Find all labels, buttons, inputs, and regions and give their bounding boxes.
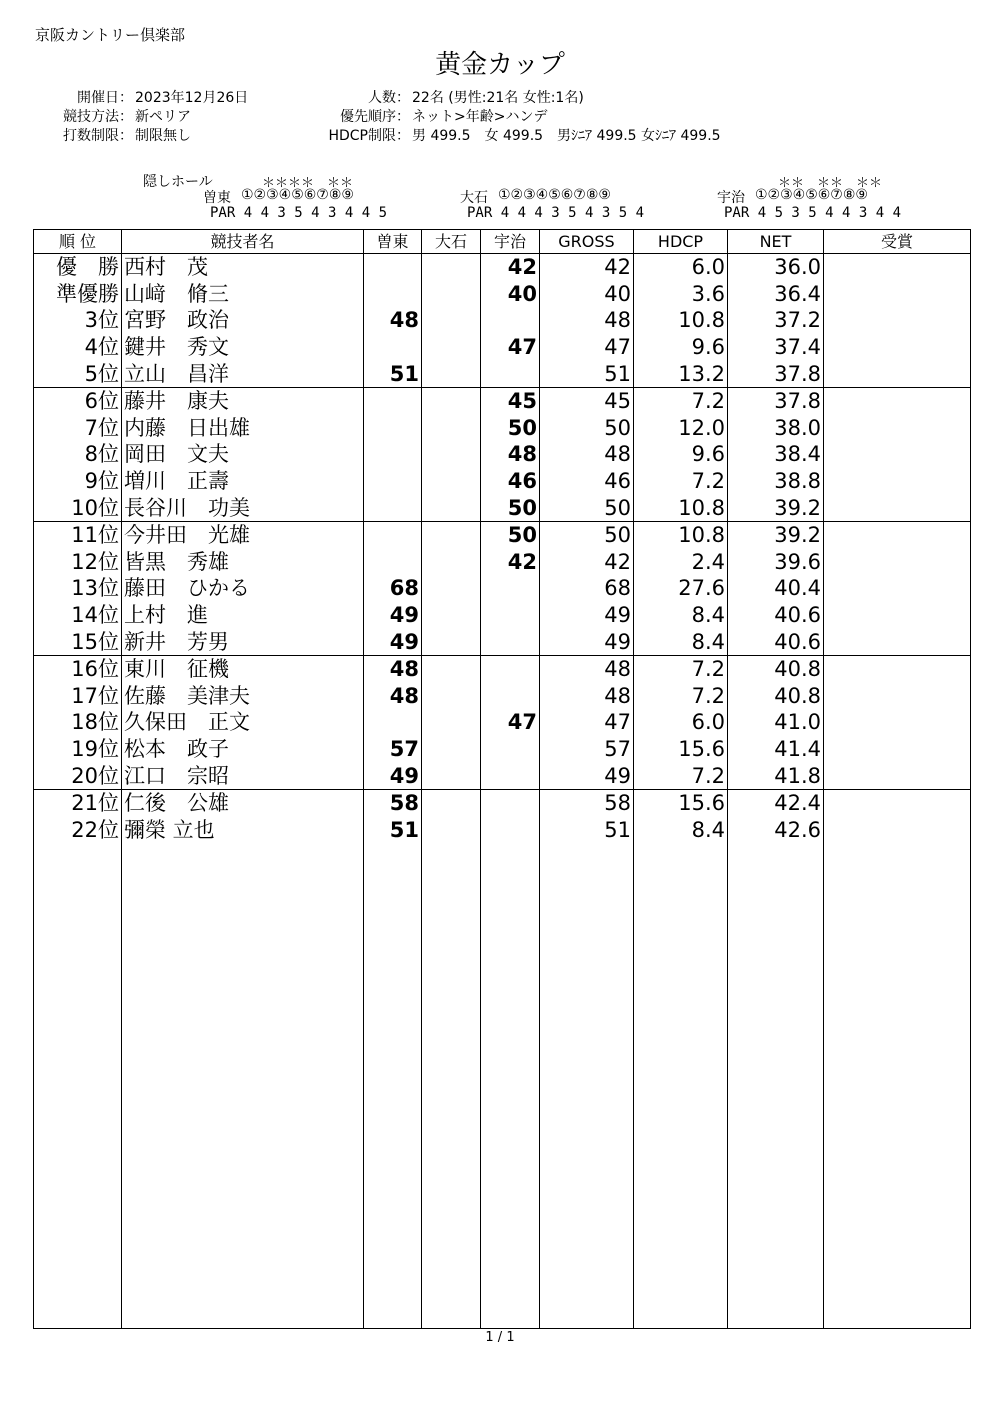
- table-row: [34, 762, 971, 789]
- oishi-score: [422, 549, 481, 576]
- sotou-score: [364, 387, 422, 414]
- sotou-score: 49: [364, 762, 422, 789]
- name-cell: 佐藤 美津夫: [122, 683, 364, 710]
- uji-score: [481, 602, 540, 629]
- award-cell: [824, 736, 971, 763]
- net-cell: 37.2: [728, 307, 824, 334]
- sotou-score: 49: [364, 602, 422, 629]
- sotou-score: [364, 281, 422, 308]
- name-cell: 藤井 康夫: [122, 387, 364, 414]
- award-cell: [824, 254, 971, 281]
- page-number: 1 / 1: [485, 1330, 515, 1345]
- course-sotou-par: PAR 4 4 3 5 4 3 4 4 5: [210, 205, 388, 221]
- rank-cell: 19位: [34, 736, 122, 763]
- name-cell: 松本 政子: [122, 736, 364, 763]
- stroke-limit-label: 打数制限：: [63, 128, 133, 144]
- gross-cell: 49: [540, 762, 634, 789]
- award-cell: [824, 709, 971, 736]
- net-cell: 40.6: [728, 628, 824, 655]
- sotou-score: 48: [364, 655, 422, 682]
- table-row: [34, 549, 971, 576]
- hdcp-label: HDCP制限：: [328, 128, 410, 144]
- oishi-score: [422, 387, 481, 414]
- gross-cell: 45: [540, 387, 634, 414]
- sotou-score: 48: [364, 683, 422, 710]
- hdcp-cell: 8.4: [634, 602, 728, 629]
- priority-label: 優先順序：: [340, 109, 410, 125]
- table-row: [34, 683, 971, 710]
- uji-score: [481, 762, 540, 789]
- rank-cell: 15位: [34, 628, 122, 655]
- col-header-rank: 順 位: [34, 230, 122, 254]
- oishi-score: [422, 334, 481, 361]
- oishi-score: [422, 415, 481, 442]
- table-row: [34, 521, 971, 548]
- sotou-score: 51: [364, 360, 422, 387]
- oishi-score: [422, 789, 481, 816]
- uji-score: [481, 816, 540, 843]
- sotou-score: [364, 494, 422, 521]
- uji-score: [481, 360, 540, 387]
- name-cell: 今井田 光雄: [122, 521, 364, 548]
- col-header-uji: 宇治: [481, 230, 540, 254]
- gross-cell: 50: [540, 521, 634, 548]
- gross-cell: 42: [540, 549, 634, 576]
- uji-score: 42: [481, 549, 540, 576]
- course-sotou-label: 曽東: [203, 190, 231, 206]
- award-cell: [824, 602, 971, 629]
- net-cell: 39.2: [728, 494, 824, 521]
- hdcp-cell: 6.0: [634, 709, 728, 736]
- col-header-oishi: 大石: [422, 230, 481, 254]
- oishi-score: [422, 360, 481, 387]
- table-row: [34, 307, 971, 334]
- name-cell: 久保田 正文: [122, 709, 364, 736]
- award-cell: [824, 816, 971, 843]
- rank-cell: 準優勝: [34, 281, 122, 308]
- award-cell: [824, 575, 971, 602]
- oishi-score: [422, 736, 481, 763]
- gross-cell: 47: [540, 709, 634, 736]
- hdcp-cell: 10.8: [634, 307, 728, 334]
- name-cell: 東川 征機: [122, 655, 364, 682]
- stroke-limit-value: 制限無し: [135, 128, 191, 144]
- rank-cell: 8位: [34, 441, 122, 468]
- hidden-marks-sotou: ＊＊＊＊ ＊＊: [262, 176, 367, 191]
- net-cell: 39.2: [728, 521, 824, 548]
- hdcp-cell: 27.6: [634, 575, 728, 602]
- name-cell: 鍵井 秀文: [122, 334, 364, 361]
- award-cell: [824, 415, 971, 442]
- hdcp-cell: 7.2: [634, 468, 728, 495]
- rank-cell: 20位: [34, 762, 122, 789]
- net-cell: 38.8: [728, 468, 824, 495]
- hdcp-cell: 7.2: [634, 762, 728, 789]
- oishi-score: [422, 441, 481, 468]
- net-cell: 38.0: [728, 415, 824, 442]
- hdcp-cell: 3.6: [634, 281, 728, 308]
- empty-cell: [364, 843, 422, 1328]
- net-cell: 40.6: [728, 602, 824, 629]
- table-row: [34, 468, 971, 495]
- hdcp-cell: 6.0: [634, 254, 728, 281]
- col-header-gross: GROSS: [540, 230, 634, 254]
- uji-score: [481, 683, 540, 710]
- sotou-score: [364, 521, 422, 548]
- hdcp-cell: 9.6: [634, 334, 728, 361]
- oishi-score: [422, 602, 481, 629]
- name-cell: 皆黒 秀雄: [122, 549, 364, 576]
- name-cell: 新井 芳男: [122, 628, 364, 655]
- rank-cell: 7位: [34, 415, 122, 442]
- net-cell: 41.4: [728, 736, 824, 763]
- table-filler-row: [34, 843, 971, 1328]
- table-row: [34, 360, 971, 387]
- gross-cell: 46: [540, 468, 634, 495]
- net-cell: 40.4: [728, 575, 824, 602]
- table-row: [34, 254, 971, 281]
- oishi-score: [422, 307, 481, 334]
- course-uji-holes: ①②③④⑤⑥⑦⑧⑨: [755, 187, 868, 203]
- name-cell: 彌榮 立也: [122, 816, 364, 843]
- oishi-score: [422, 254, 481, 281]
- sotou-score: [364, 334, 422, 361]
- uji-score: [481, 655, 540, 682]
- hdcp-cell: 10.8: [634, 521, 728, 548]
- sotou-score: 51: [364, 816, 422, 843]
- uji-score: 50: [481, 494, 540, 521]
- hdcp-cell: 13.2: [634, 360, 728, 387]
- hdcp-cell: 2.4: [634, 549, 728, 576]
- oishi-score: [422, 494, 481, 521]
- uji-score: 47: [481, 334, 540, 361]
- gross-cell: 50: [540, 415, 634, 442]
- col-header-sotou: 曽東: [364, 230, 422, 254]
- sotou-score: 49: [364, 628, 422, 655]
- method-value: 新ペリア: [135, 109, 191, 125]
- award-cell: [824, 494, 971, 521]
- empty-cell: [728, 843, 824, 1328]
- gross-cell: 48: [540, 307, 634, 334]
- net-cell: 37.8: [728, 387, 824, 414]
- empty-cell: [422, 843, 481, 1328]
- table-row: [34, 575, 971, 602]
- rank-cell: 9位: [34, 468, 122, 495]
- hdcp-cell: 9.6: [634, 441, 728, 468]
- name-cell: 西村 茂: [122, 254, 364, 281]
- rank-cell: 11位: [34, 521, 122, 548]
- club-name: 京阪カントリー倶楽部: [35, 26, 186, 44]
- rank-cell: 12位: [34, 549, 122, 576]
- net-cell: 38.4: [728, 441, 824, 468]
- table-header-row: [34, 230, 971, 254]
- sotou-score: [364, 549, 422, 576]
- award-cell: [824, 549, 971, 576]
- gross-cell: 48: [540, 441, 634, 468]
- sotou-score: [364, 468, 422, 495]
- hdcp-cell: 15.6: [634, 789, 728, 816]
- rank-cell: 21位: [34, 789, 122, 816]
- award-cell: [824, 334, 971, 361]
- gross-cell: 49: [540, 602, 634, 629]
- table-row: [34, 628, 971, 655]
- gross-cell: 40: [540, 281, 634, 308]
- oishi-score: [422, 628, 481, 655]
- rank-cell: 6位: [34, 387, 122, 414]
- award-cell: [824, 281, 971, 308]
- empty-cell: [540, 843, 634, 1328]
- award-cell: [824, 789, 971, 816]
- name-cell: 江口 宗昭: [122, 762, 364, 789]
- course-oishi-holes: ①②③④⑤⑥⑦⑧⑨: [498, 187, 611, 203]
- rank-cell: 4位: [34, 334, 122, 361]
- rank-cell: 16位: [34, 655, 122, 682]
- oishi-score: [422, 655, 481, 682]
- gross-cell: 51: [540, 360, 634, 387]
- page-title: 黄金カップ: [435, 50, 565, 80]
- rank-cell: 17位: [34, 683, 122, 710]
- hdcp-cell: 8.4: [634, 816, 728, 843]
- uji-score: [481, 575, 540, 602]
- empty-cell: [481, 843, 540, 1328]
- name-cell: 仁後 公雄: [122, 789, 364, 816]
- uji-score: 50: [481, 415, 540, 442]
- net-cell: 37.4: [728, 334, 824, 361]
- date-value: 2023年12月26日: [135, 90, 249, 106]
- oishi-score: [422, 521, 481, 548]
- empty-cell: [634, 843, 728, 1328]
- sotou-score: 57: [364, 736, 422, 763]
- sotou-score: 68: [364, 575, 422, 602]
- oishi-score: [422, 762, 481, 789]
- award-cell: [824, 683, 971, 710]
- hdcp-cell: 7.2: [634, 655, 728, 682]
- net-cell: 41.8: [728, 762, 824, 789]
- uji-score: 47: [481, 709, 540, 736]
- net-cell: 40.8: [728, 655, 824, 682]
- sotou-score: [364, 441, 422, 468]
- award-cell: [824, 628, 971, 655]
- gross-cell: 57: [540, 736, 634, 763]
- sotou-score: 58: [364, 789, 422, 816]
- table-row: [34, 789, 971, 816]
- results-body: [34, 254, 971, 1329]
- name-cell: 山﨑 脩三: [122, 281, 364, 308]
- col-header-name: 競技者名: [122, 230, 364, 254]
- gross-cell: 49: [540, 628, 634, 655]
- table-row: [34, 602, 971, 629]
- rank-cell: 22位: [34, 816, 122, 843]
- award-cell: [824, 360, 971, 387]
- oishi-score: [422, 709, 481, 736]
- uji-score: 45: [481, 387, 540, 414]
- hdcp-value: 男 499.5 女 499.5 男ｼﾆｱ 499.5 女ｼﾆｱ 499.5: [412, 128, 721, 144]
- uji-score: [481, 736, 540, 763]
- method-label: 競技方法：: [63, 109, 133, 125]
- oishi-score: [422, 281, 481, 308]
- gross-cell: 58: [540, 789, 634, 816]
- players-label: 人数：: [368, 90, 410, 106]
- rank-cell: 14位: [34, 602, 122, 629]
- sotou-score: [364, 709, 422, 736]
- hidden-holes-label: 隠しホール: [143, 174, 213, 190]
- net-cell: 40.8: [728, 683, 824, 710]
- table-row: [34, 387, 971, 414]
- table-row: [34, 441, 971, 468]
- name-cell: 上村 進: [122, 602, 364, 629]
- empty-cell: [34, 843, 122, 1328]
- course-oishi-label: 大石: [460, 190, 488, 206]
- award-cell: [824, 387, 971, 414]
- sotou-score: [364, 254, 422, 281]
- players-value: 22名 (男性:21名 女性:1名): [412, 90, 584, 106]
- hdcp-cell: 15.6: [634, 736, 728, 763]
- rank-cell: 5位: [34, 360, 122, 387]
- uji-score: 42: [481, 254, 540, 281]
- course-sotou-holes: ①②③④⑤⑥⑦⑧⑨: [241, 187, 354, 203]
- name-cell: 長谷川 功美: [122, 494, 364, 521]
- oishi-score: [422, 468, 481, 495]
- rank-cell: 優 勝: [34, 254, 122, 281]
- name-cell: 内藤 日出雄: [122, 415, 364, 442]
- empty-cell: [122, 843, 364, 1328]
- uji-score: 48: [481, 441, 540, 468]
- sotou-score: [364, 415, 422, 442]
- table-row: [34, 334, 971, 361]
- table-row: [34, 655, 971, 682]
- sotou-score: 48: [364, 307, 422, 334]
- rank-cell: 13位: [34, 575, 122, 602]
- name-cell: 宮野 政治: [122, 307, 364, 334]
- rank-cell: 18位: [34, 709, 122, 736]
- name-cell: 藤田 ひかる: [122, 575, 364, 602]
- hdcp-cell: 7.2: [634, 387, 728, 414]
- gross-cell: 68: [540, 575, 634, 602]
- priority-value: ネット>年齢>ハンデ: [412, 109, 548, 125]
- gross-cell: 42: [540, 254, 634, 281]
- col-header-hdcp: HDCP: [634, 230, 728, 254]
- table-row: [34, 736, 971, 763]
- net-cell: 42.4: [728, 789, 824, 816]
- gross-cell: 48: [540, 655, 634, 682]
- uji-score: 50: [481, 521, 540, 548]
- course-uji-par: PAR 4 5 3 5 4 4 3 4 4: [724, 205, 902, 221]
- name-cell: 増川 正壽: [122, 468, 364, 495]
- hidden-marks-uji: ＊＊ ＊＊ ＊＊: [778, 176, 883, 191]
- table-row: [34, 415, 971, 442]
- award-cell: [824, 307, 971, 334]
- table-row: [34, 281, 971, 308]
- award-cell: [824, 468, 971, 495]
- hdcp-cell: 7.2: [634, 683, 728, 710]
- course-uji-label: 宇治: [717, 190, 745, 206]
- award-cell: [824, 762, 971, 789]
- table-row: [34, 494, 971, 521]
- net-cell: 36.0: [728, 254, 824, 281]
- date-label: 開催日：: [77, 90, 133, 106]
- uji-score: 46: [481, 468, 540, 495]
- oishi-score: [422, 575, 481, 602]
- net-cell: 36.4: [728, 281, 824, 308]
- gross-cell: 51: [540, 816, 634, 843]
- hdcp-cell: 8.4: [634, 628, 728, 655]
- uji-score: 40: [481, 281, 540, 308]
- table-row: [34, 816, 971, 843]
- empty-cell: [824, 843, 971, 1328]
- gross-cell: 50: [540, 494, 634, 521]
- gross-cell: 47: [540, 334, 634, 361]
- rank-cell: 10位: [34, 494, 122, 521]
- course-oishi-par: PAR 4 4 4 3 5 4 3 5 4: [467, 205, 645, 221]
- col-header-net: NET: [728, 230, 824, 254]
- gross-cell: 48: [540, 683, 634, 710]
- table-row: [34, 709, 971, 736]
- results-table: [33, 229, 971, 1329]
- net-cell: 37.8: [728, 360, 824, 387]
- hdcp-cell: 12.0: [634, 415, 728, 442]
- uji-score: [481, 789, 540, 816]
- oishi-score: [422, 816, 481, 843]
- net-cell: 39.6: [728, 549, 824, 576]
- award-cell: [824, 441, 971, 468]
- col-header-award: 受賞: [824, 230, 971, 254]
- name-cell: 岡田 文夫: [122, 441, 364, 468]
- name-cell: 立山 昌洋: [122, 360, 364, 387]
- oishi-score: [422, 683, 481, 710]
- uji-score: [481, 628, 540, 655]
- net-cell: 42.6: [728, 816, 824, 843]
- uji-score: [481, 307, 540, 334]
- hdcp-cell: 10.8: [634, 494, 728, 521]
- net-cell: 41.0: [728, 709, 824, 736]
- award-cell: [824, 521, 971, 548]
- rank-cell: 3位: [34, 307, 122, 334]
- award-cell: [824, 655, 971, 682]
